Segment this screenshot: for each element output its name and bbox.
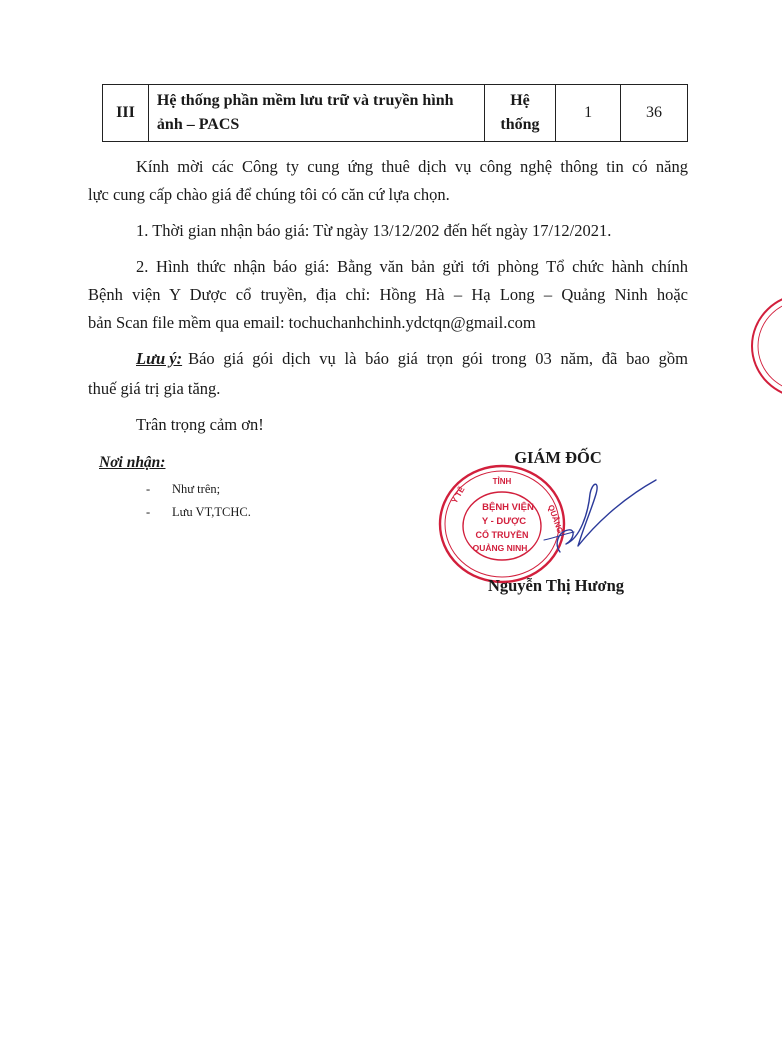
stamp-line1: BỆNH VIỆN [482, 502, 534, 513]
stamp-left-letters: Y TẾ [449, 485, 467, 505]
stamp-top-text: TỈNH [492, 477, 512, 486]
recipient-label: Như trên; [172, 482, 221, 496]
months-cell: 36 [621, 85, 688, 142]
stamp-right-arc: QUẢNG [546, 503, 565, 535]
recipient-dash: - [146, 482, 151, 496]
unit-cell [484, 85, 556, 142]
director-name: Nguyễn Thị Hương [487, 576, 625, 595]
note-text: Báo giá gói dịch vụ là báo giá trọn gói trong 03 năm, đã bao gồm [188, 349, 688, 368]
unit-line1: Hệ [510, 92, 530, 109]
table-row [103, 85, 688, 142]
item-2-line1: 2. Hình thức nhận báo giá: Bằng văn bản gửi tới phòng Tổ chức hành chính [136, 257, 688, 276]
stamp-line2: Y - DƯỢC [481, 516, 527, 527]
recipient-label: Lưu VT,TCHC. [172, 505, 251, 519]
invitation-line1: Kính mời các Công ty cung ứng thuê dịch vụ công nghệ thông tin có năng [136, 157, 688, 176]
invitation-line2: lực cung cấp chào giá để chúng tôi có căn cứ lựa chọn. [88, 185, 450, 204]
note-line2: thuế giá trị gia tăng. [88, 379, 221, 398]
note-label: Lưu ý: [136, 349, 183, 368]
row-number: III [103, 85, 149, 142]
item-2-email-line: bản Scan file mềm qua email: tochuchanhchinh.ydctqn@gmail.com [88, 313, 536, 332]
service-table [102, 84, 688, 142]
service-name-line2: ảnh – PACS [156, 116, 240, 133]
quantity-cell: 1 [556, 85, 621, 142]
recipient-item [146, 482, 220, 497]
service-name [148, 85, 484, 142]
recipient-item [146, 505, 251, 520]
service-name-line1: Hệ thống phần mềm lưu trữ và truyền hình [156, 92, 454, 109]
stamp-line4: QUẢNG NINH [472, 543, 528, 553]
director-title: GIÁM ĐỐC [514, 448, 602, 467]
director-signature [524, 474, 658, 560]
closing-text: Trân trọng cảm ơn! [136, 415, 264, 434]
recipients-title: Nơi nhận: [99, 454, 166, 471]
item-1-time: 1. Thời gian nhận báo giá: Từ ngày 13/12/202 đến hết ngày 17/12/2021. [136, 221, 612, 240]
edge-stamp-fragment [748, 290, 782, 402]
unit-line2: thống [500, 116, 540, 133]
recipient-dash: - [146, 505, 151, 519]
stamp-line3: CỔ TRUYỀN [475, 530, 529, 540]
note-line1 [136, 348, 688, 370]
item-2-line2: Bệnh viện Y Dược cổ truyền, địa chỉ: Hồng Hà – Hạ Long – Quảng Ninh hoặc [88, 285, 688, 304]
